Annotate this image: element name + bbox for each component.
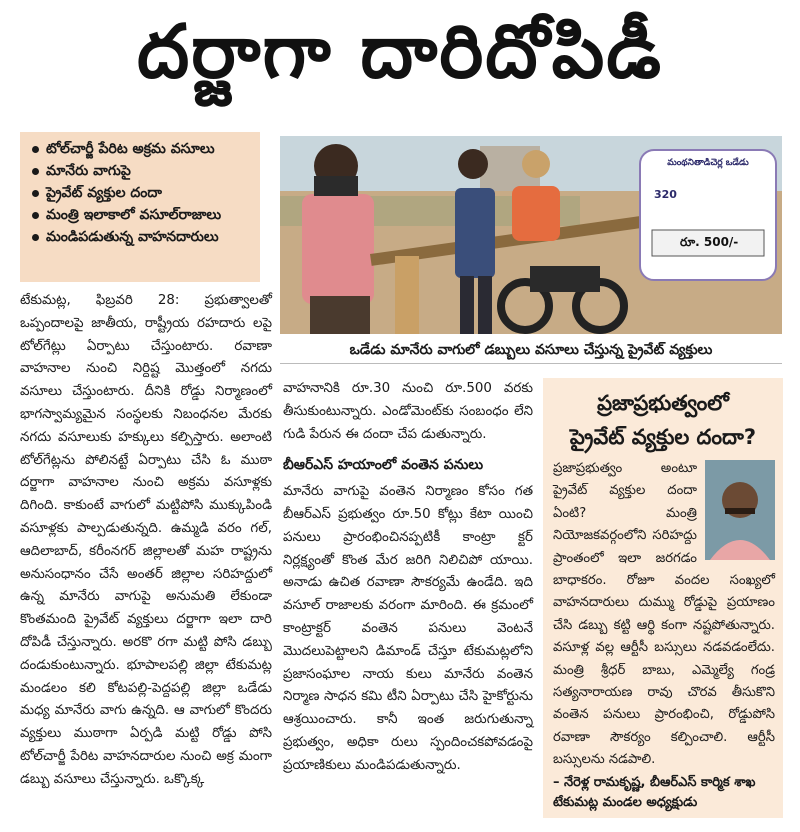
highlight-item: మండిపడుతున్న వాహనదారులు [30, 226, 250, 248]
highlight-item: మానేరు వాగుపై [30, 160, 250, 182]
portrait-photo [705, 460, 775, 560]
highlight-item: మంత్రి ఇలాకాలో వసూల్‌రాజాలు [30, 204, 250, 226]
sidebar-title-line-1: ప్రజాప్రభుత్వంలో [597, 391, 729, 415]
sidebar-body: ప్రజాప్రభుత్వం అంటూ ప్రైవేట్ వ్యక్తుల దందా ఏంటి? మంత్రి నియోజకవర్గంలోని సరిహద్దు ప్రాంతంలో ఇలా జరగడం బాధాకరం. రోజూ వందల సంఖ్యలో వాహనదారులు దుమ్ము రోడ్డుపై ప్రయాణం చేసి డబ్బు కట్టి ఆర్థి కంగా నష్టపోతున్నారు. వసూళ్ల వల్ల ఆర్టీసీ బస్సులు నడవడంలేదు. మంత్రి శ్రీధర్ బాబు, ఎమ్మెల్యే గండ్ర సత్యనారాయణ రావు చొరవ తీసుకొని వంతెన పనులు ప్రారంభించి, రోడ్డుపోసి రవాణా సౌకర్యం కల్పించాలి. ఆర్టీసీ బస్సులను నడపాలి. [553, 461, 775, 768]
receipt-number: 320 [654, 188, 677, 201]
headline: దర్జాగా దారిదోపిడీ [136, 9, 664, 95]
receipt-amount: రూ. 500/- [680, 235, 739, 249]
column-2-subhead: బీఆర్‌ఎస్ హయాంలో వంతెన పనులు [283, 457, 484, 474]
photo-caption: ఒడేడు మానేరు వాగులో డబ్బులు వసూలు చేస్తున్న ప్రైవేట్ వ్యక్తులు [280, 336, 782, 364]
highlights-box [20, 132, 260, 282]
sidebar-title [543, 386, 783, 454]
sidebar-title-line-2: ప్రైవేట్ వ్యక్తుల దందా? [569, 425, 757, 449]
news-photo [280, 136, 782, 334]
sidebar-signature: – నేరెళ్ల రామకృష్ణ, బీఆర్‌ఎస్ కార్మిక శాఖ టేకుమట్ల మండల అధ్యక్షుడు [553, 775, 756, 810]
column-2-intro: వాహనానికి రూ.30 నుంచి రూ.500 వరకు తీసుకుంటున్నారు. ఎండోమెంట్‌కు సంబంధం లేని గుడి పేరున ఈ దందా చేప డుతున్నారు. [283, 381, 533, 442]
article-column-1: టేకుమట్ల, ఫిబ్రవరి 28: ప్రభుత్వాలతో ఒప్పందాలపై జాతీయ, రాష్ట్రీయ రహదారు లపై టోల్‌గేట్లు ఏర్పాటు చేస్తుంటారు. రవాణా వాహనాల నుంచి నిర్దిష్ట మొత్తంలో నగదు వసూలు చేస్తుంటారు. దీనికి రోడ్డు నిర్మాణంలో భాగస్వామ్యమైన సంస్థలకు నిబంధనల మేరకు నగదు వసూలుకు హక్కులు కల్పిస్తారు. అలాంటి టోల్‌గేట్లను పోలినట్టే ఏర్పాటు చేసి ఓ ముఠా దర్జాగా వాహనాల నుంచి అక్రమ వసూళ్లకు దిగింది. కాకుంటే వాగులో మట్టిపోసి ముక్కుపిండి వసూళ్లకు పాల్పడుతున్నది. ఉమ్మడి వరం గల్, ఆదిలాబాద్, కరీంనగర్ జిల్లాలతో మహ రాష్ట్రను అనుసంధానం చేసే అంతర్ జిల్లాల సరిహద్దులో ఉన్న మానేరు వాగుపై అనుమతి లేకుండా కొంతమంది ప్రైవేట్ వ్యక్తులు దర్జాగా ఇలా దారి దోపిడీ చేస్తున్నారు. అరకొ రగా మట్టి పోసి డబ్బు దండుకుంటున్నారు. భూపాలపల్లి జిల్లా టేకుమట్ల మండలం కలి కోటపల్లి-పెద్దపల్లి జిల్లా ఒడేడు మధ్య మానేరు వాగు ఉన్నది. ఆ వాగులో కొందరు వ్యక్తులు ముఠాగా ఏర్పడి మట్టి రోడ్డు పోసి టోల్‌చార్జీ పేరిట వాహనదారుల నుంచి అక్ర మంగా డబ్బు వసూలు చేస్తున్నారు. ఒక్కొక్క [20, 293, 272, 787]
highlight-item: ప్రైవేట్ వ్యక్తుల దందా [30, 182, 250, 204]
article-column-2 [283, 378, 533, 778]
highlight-item: టోల్‌చార్జీ పేరిట అక్రమ వసూలు [30, 138, 250, 160]
receipt-label: మంథనితాడిచెర్ల ఒడేడు [667, 158, 749, 168]
column-2-body: మానేరు వాగుపై వంతెన నిర్మాణం కోసం గత బీఆర్‌ఎస్ ప్రభుత్వం రూ.50 కోట్లు కేటా యించి పనులు ప్రారంభించినప్పటికీ కాంట్రా క్టర్ నిర్లక్ష్యంతో కొంత మేర జరిగి నిలిచిపో యాయి. అనాడు ఉచిత రవాణా సౌకర్యమే ఉండేది. ఇది వసూల్ రాజాలకు వరంగా మారింది. ఈ క్రమంలో కాంట్రాక్టర్ వంతెన పనులు వెంటనే మొదలుపెట్టాలని డిమాండ్ చేస్తూ టేకుమట్లలోని ప్రజాసంఘాల నాయ కులు మానేరు వంతెన నిర్మాణ సాధన కమి టీని ఏర్పాటు చేసి హైకోర్టును ఆశ్రయించారు. కానీ ఇంత జరుగుతున్నా ప్రభుత్వం, అధికా రులు స్పందించకపోవడంపై ప్రయాణికులు మండిపడుతున్నారు. [283, 484, 533, 773]
sidebar-body-wrap [553, 458, 775, 772]
sidebar-box [543, 378, 783, 818]
